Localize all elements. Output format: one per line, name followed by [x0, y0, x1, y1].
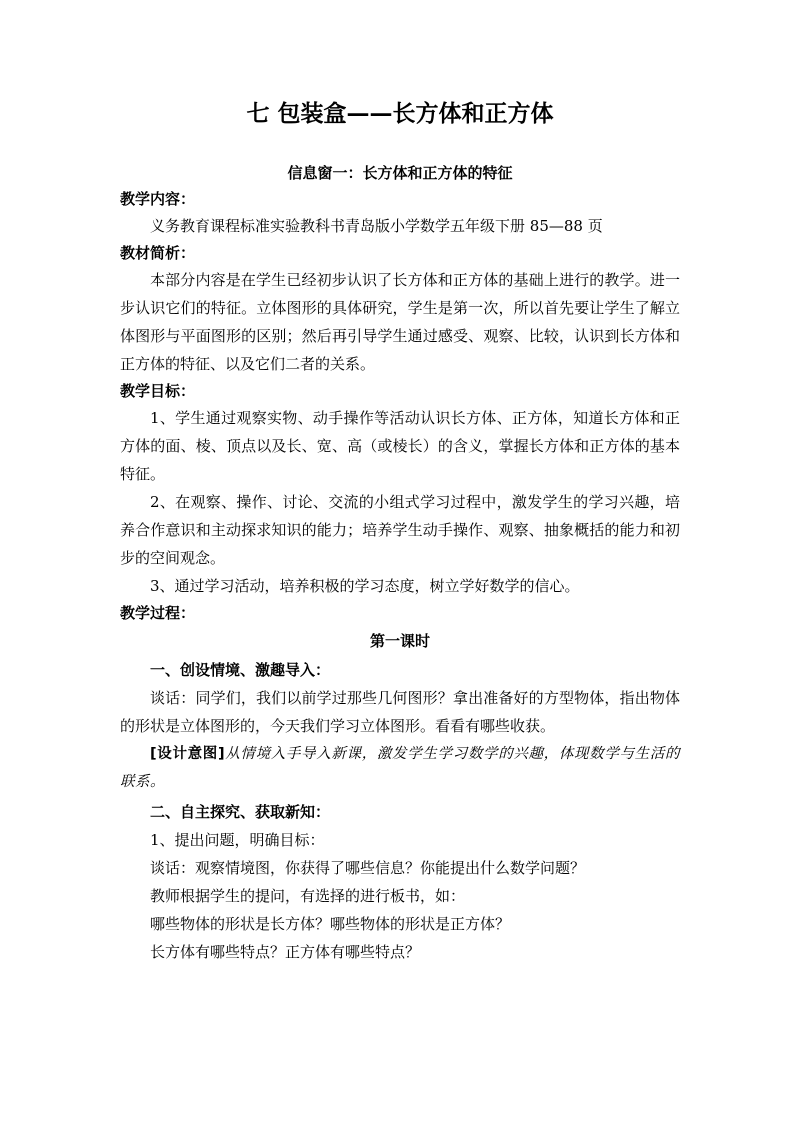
design-intent-note [120, 740, 680, 796]
teaching-goal-3: 3、通过学习活动，培养积极的学习态度，树立学好数学的信心。 [150, 577, 580, 595]
step-2-talk: 谈话：观察情境图，你获得了哪些信息？你能提出什么数学问题？ [150, 859, 586, 877]
document-title: 七 包装盒——长方体和正方体 [246, 100, 554, 127]
info-window-subtitle: 信息窗一：长方体和正方体的特征 [287, 164, 513, 182]
material-analysis-text: 本部分内容是在学生已经初步认识了长方体和正方体的基础上进行的教学。进一步认识它们的特征。立体图形的具体研究，学生是第一次，所以首先要让学生了解立体图形与平面图形的区别；然后再引导学生通过感受、观察、比较，认识到长方体和正方体的特征、以及它们二者的关系。 [120, 271, 680, 373]
step-1-heading: 一、创设情境、激趣导入： [150, 661, 331, 679]
step-2-heading: 二、自主探究、获取新知： [150, 803, 331, 821]
teaching-goal-1: 1、学生通过观察实物、动手操作等活动认识长方体、正方体，知道长方体和正方体的面、棱、顶点以及长、宽、高（或棱长）的含义，掌握长方体和正方体的基本特征。 [120, 409, 680, 483]
step-2-item-1: 1、提出问题，明确目标： [150, 831, 325, 849]
design-intent-text: 从情境入手导入新课，激发学生学习数学的兴趣，体现数学与生活的联系。 [120, 746, 680, 790]
step-2-teacher: 教师根据学生的提问，有选择的进行板书，如： [150, 887, 466, 905]
document-content [120, 96, 680, 966]
teaching-process-heading: 教学过程： [120, 604, 196, 622]
step-2-question-2: 长方体有哪些特点？正方体有哪些特点？ [150, 943, 421, 961]
teaching-content-heading: 教学内容： [120, 190, 196, 208]
design-intent-tag: [设计意图] [150, 746, 226, 762]
lesson-heading: 第一课时 [369, 632, 430, 650]
teaching-goals-heading: 教学目标： [120, 382, 196, 400]
step-1-text: 谈话：同学们，我们以前学过那些几何图形？拿出准备好的方型物体，指出物体的形状是立体图形的，今天我们学习立体图形。看看有哪些收获。 [120, 689, 680, 735]
teaching-goal-2: 2、在观察、操作、讨论、交流的小组式学习过程中，激发学生的学习兴趣，培养合作意识和主动探求知识的能力；培养学生动手操作、观察、抽象概括的能力和初步的空间观念。 [120, 493, 680, 567]
material-analysis-heading: 教材简析： [120, 244, 196, 262]
teaching-content-text: 义务教育课程标准实验教科书青岛版小学数学五年级下册 85—88 页 [150, 217, 603, 235]
step-2-question-1: 哪些物体的形状是长方体？哪些物体的形状是正方体？ [150, 915, 511, 933]
